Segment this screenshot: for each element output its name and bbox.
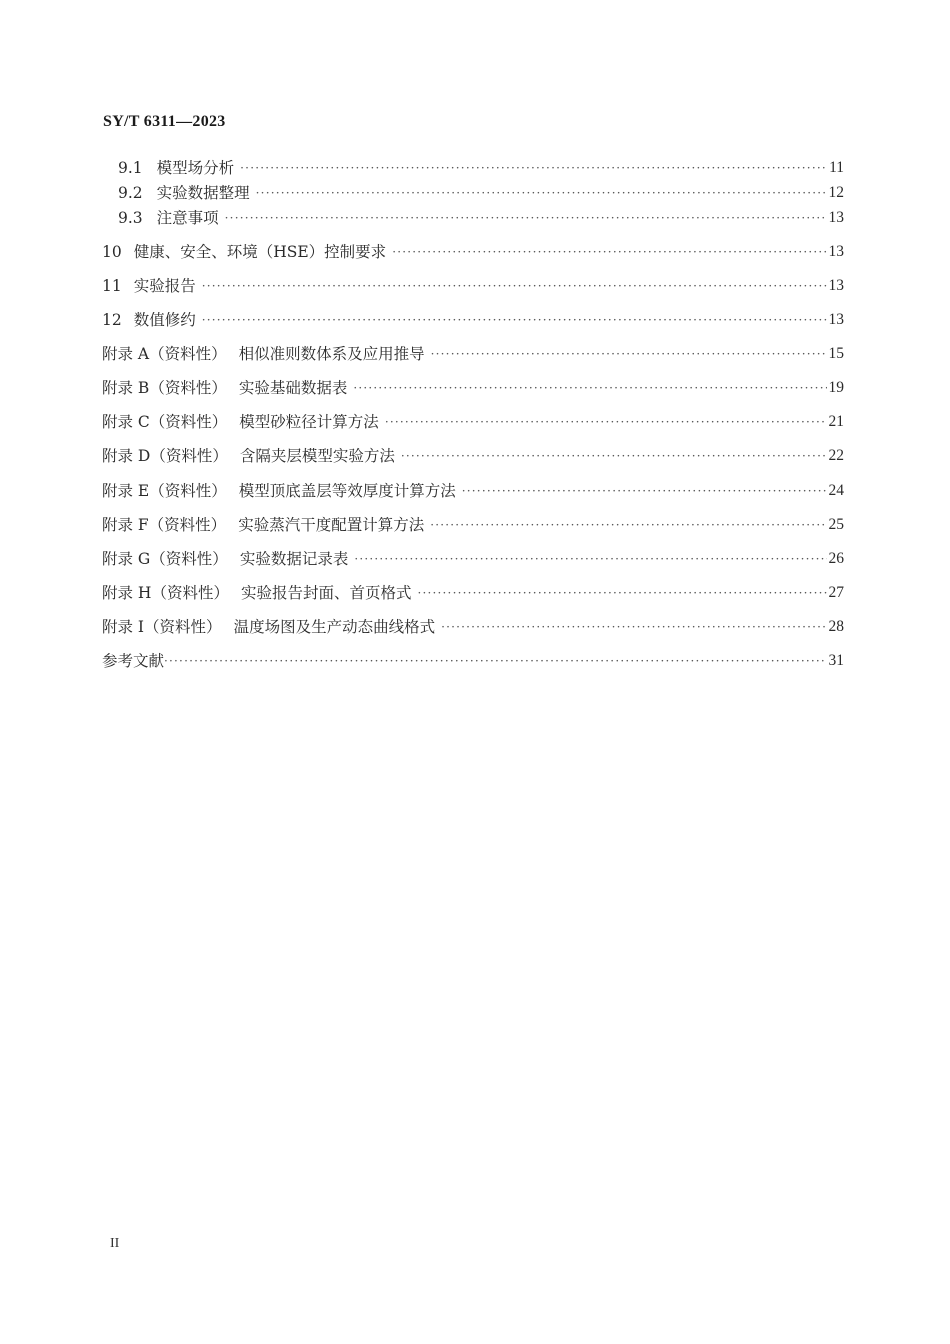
toc-entry-page: 13 [828,243,844,260]
toc-dot-leader [385,409,827,435]
toc-entry-page: 12 [828,184,844,201]
page-folio: II [110,1236,120,1251]
toc-entry-title: 模型顶底盖层等效厚度计算方法 [238,482,456,500]
toc-entry-page: 31 [828,652,844,669]
toc-entry[interactable] [102,443,844,469]
toc-entry-title: 实验数据整理 [156,184,250,202]
toc-entry-title: 数值修约 [133,311,196,329]
toc-entry-title: 实验蒸汽干度配置计算方法 [238,516,425,534]
toc-entry[interactable] [102,375,844,401]
toc-entry-number: 附录 C（资料性） [102,413,228,431]
toc-entry-number: 10 [102,243,122,261]
toc-dot-leader [431,341,827,367]
toc-entry-page: 24 [828,482,844,499]
toc-entry[interactable] [102,512,844,538]
toc-entry[interactable] [102,341,844,367]
toc-dot-leader [202,273,827,299]
toc-entry[interactable] [102,648,844,674]
toc-dot-leader [401,443,827,469]
toc-entry[interactable] [102,205,844,231]
toc-entry-page: 28 [828,618,844,635]
toc-dot-leader [430,512,826,538]
toc-entry[interactable] [102,478,844,504]
toc-entry-page: 27 [828,584,844,601]
toc-entry-title: 健康、安全、环境（HSE）控制要求 [133,243,387,261]
toc-entry[interactable] [102,580,844,606]
toc-dot-leader [353,375,826,401]
toc-entry-number: 附录 B（资料性） [102,379,227,397]
toc-entry-number: 9.3 [118,209,143,227]
toc-entry-page: 13 [828,277,844,294]
toc-entry-number: 9.1 [118,159,143,177]
toc-entry-page: 25 [828,516,844,533]
toc-dot-leader [441,614,826,640]
toc-entry-page: 19 [828,379,844,396]
toc-entry-page: 22 [828,447,844,464]
toc-entry-title: 实验基础数据表 [238,379,348,397]
toc-dot-leader [202,307,827,333]
toc-entry-title: 实验报告封面、首页格式 [240,584,412,602]
toc-dot-leader [164,648,826,674]
toc-entry-title: 温度场图及生产动态曲线格式 [233,618,436,636]
toc-entry-title: 模型砂粒径计算方法 [239,413,379,431]
toc-entry[interactable] [102,409,844,435]
toc-entry-page: 26 [828,550,844,567]
toc-entry[interactable] [102,546,844,572]
toc-entry-number: 11 [102,277,122,295]
toc-entry-page: 15 [828,345,844,362]
toc-entry-number: 附录 G（资料性） [102,550,228,568]
toc-dot-leader [417,580,826,606]
toc-entry-page: 13 [828,311,844,328]
toc-entry-title: 含隔夹层模型实验方法 [239,447,395,465]
toc-entry-number: 附录 A（资料性） [102,345,227,363]
toc-dot-leader [462,478,827,504]
toc-entry-title: 实验报告 [133,277,196,295]
toc-entry-title: 实验数据记录表 [239,550,349,568]
toc-entry-number: 附录 D（资料性） [102,447,228,465]
toc-entry[interactable] [102,155,844,181]
toc-entry-number: 附录 E（资料性） [102,482,227,500]
toc-dot-leader [225,205,827,231]
toc-entry-title: 注意事项 [156,209,219,227]
toc-entry-title: 模型场分析 [156,159,235,177]
toc-dot-leader [240,155,827,181]
toc-entry-title: 相似准则数体系及应用推导 [238,345,425,363]
toc-entry[interactable] [102,307,844,333]
toc-entry-number: 附录 F（资料性） [102,516,227,534]
toc-entry-page: 21 [828,413,844,430]
toc-entry[interactable] [102,273,844,299]
toc-dot-leader [392,239,826,265]
standard-code: SY/T 6311—2023 [103,113,226,130]
toc-entry-number: 附录 H（资料性） [102,584,229,602]
toc-dot-leader [354,546,826,572]
toc-entry-number: 9.2 [118,184,143,202]
toc-entry-page: 13 [828,209,844,226]
toc-entry-number: 附录 I（资料性） [102,618,222,636]
toc-entry[interactable] [102,239,844,265]
toc-entry-number: 12 [102,311,122,329]
toc-entry[interactable] [102,180,844,206]
toc-entry-page: 11 [829,159,844,176]
toc-dot-leader [256,180,827,206]
toc-entry[interactable] [102,614,844,640]
toc-entry-title: 参考文献 [102,652,165,670]
